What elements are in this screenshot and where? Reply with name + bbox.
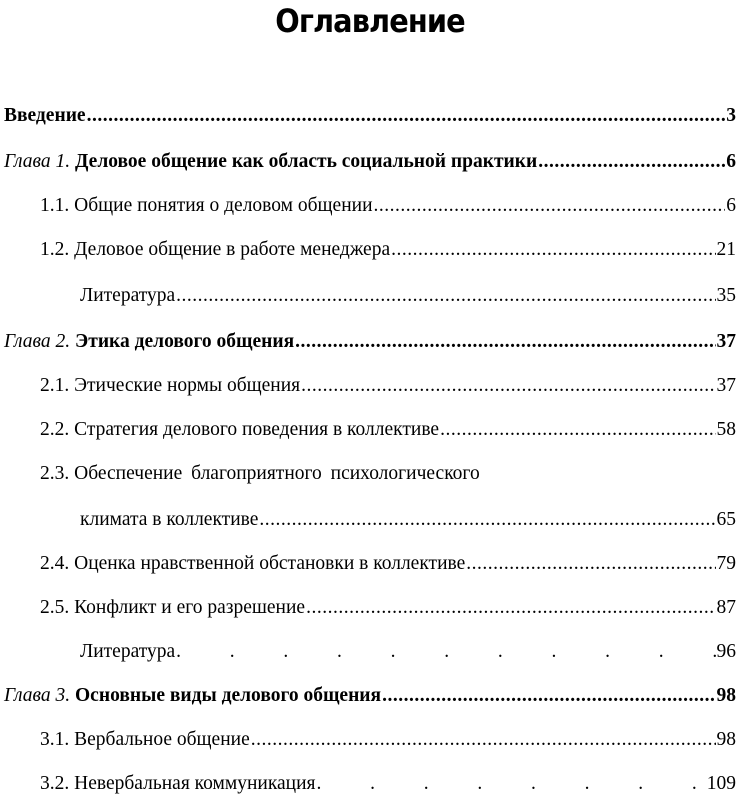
toc-chapter-number: Глава 1.	[4, 151, 71, 172]
toc-leader-dots	[301, 372, 715, 400]
toc-section-number: 3.1.	[40, 729, 70, 750]
toc-entry-page: 109	[706, 773, 736, 794]
toc-entry-2-4	[40, 550, 736, 578]
toc-entry-page: 35	[716, 285, 736, 306]
toc-leader-dots	[440, 416, 715, 444]
toc-entry-label-continued: климата в коллективе	[80, 509, 259, 530]
toc-entry-page: 37	[716, 331, 736, 352]
toc-entry-page: 58	[716, 419, 736, 440]
toc-entry-literature-1	[80, 282, 736, 310]
toc-leader-dots	[251, 726, 716, 754]
toc-entry-label: Деловое общение как область социальной практики	[75, 151, 538, 172]
toc-leader-dots	[317, 770, 706, 798]
toc-entry-label: Невербальная коммуникация	[74, 773, 316, 794]
toc-entry-label: Стратегия делового поведения в коллективе	[74, 419, 440, 440]
toc-section-number: 2.4.	[40, 553, 70, 574]
toc-entry-page: 79	[716, 553, 736, 574]
toc-entry-page: 37	[716, 375, 736, 396]
toc-entry-literature-2	[80, 638, 736, 666]
page-title: Оглавление	[275, 2, 465, 40]
toc-entry-page: 3	[726, 105, 736, 126]
toc-leader-dots	[466, 550, 715, 578]
toc-entry-label: Общие понятия о деловом общении	[74, 195, 373, 216]
toc-entry-label: Этика делового общения	[75, 331, 295, 352]
toc-entry-1-2	[40, 236, 736, 264]
toc-leader-dots	[295, 328, 715, 356]
toc-entry-page: 6	[726, 195, 736, 216]
toc-leader-dots	[374, 192, 726, 220]
toc-section-number: 2.1.	[40, 375, 70, 396]
toc-section-number: 3.2.	[40, 773, 70, 794]
toc-entry-label: Обеспечение благоприятного психологического	[74, 463, 480, 484]
toc-entry-page: 65	[716, 509, 736, 530]
toc-section-number: 1.1.	[40, 195, 70, 216]
toc-leader-dots	[382, 682, 715, 710]
toc-leader-dots	[391, 236, 715, 264]
toc-entry-2-3-continued	[80, 506, 736, 534]
toc-entry-page: 21	[716, 239, 736, 260]
toc-section-number: 2.2.	[40, 419, 70, 440]
toc-entry-page: 87	[716, 597, 736, 618]
toc-section-number: 2.5.	[40, 597, 70, 618]
toc-entry-page: 6	[726, 151, 736, 172]
toc-entry-label: Этические нормы общения	[74, 375, 301, 396]
toc-chapter-number: Глава 2.	[4, 331, 71, 352]
toc-entry-label: Конфликт и его разрешение	[74, 597, 306, 618]
toc-entry-page: 96	[716, 641, 736, 662]
toc-entry-2-2	[40, 416, 736, 444]
toc-entry-label: Введение	[4, 105, 86, 126]
toc-entry-chapter-2	[4, 328, 736, 356]
toc-entry-2-1	[40, 372, 736, 400]
toc-entry-label: Литература	[80, 641, 176, 662]
toc-leader-dots	[538, 148, 725, 176]
toc-entry-introduction	[4, 102, 736, 130]
toc-leader-dots	[259, 506, 715, 534]
toc-entry-label: Оценка нравственной обстановки в коллективе	[74, 553, 466, 574]
toc-entry-label: Вербальное общение	[74, 729, 250, 750]
toc-entry-2-5	[40, 594, 736, 622]
toc-entry-3-1	[40, 726, 736, 754]
toc-entry-label: Деловое общение в работе менеджера	[74, 239, 391, 260]
toc-entry-2-3	[40, 460, 736, 488]
toc-section-number: 2.3.	[40, 463, 70, 484]
toc-section-number: 1.2.	[40, 239, 70, 260]
toc-leader-dots	[87, 102, 726, 130]
toc-entry-chapter-1	[4, 148, 736, 176]
toc-entry-page: 98	[716, 685, 736, 706]
toc-entry-label: Основные виды делового общения	[75, 685, 382, 706]
toc-entry-chapter-3	[4, 682, 736, 710]
toc-leader-dots	[176, 638, 715, 666]
toc-entry-label: Литература	[80, 285, 176, 306]
toc-entry-page: 98	[716, 729, 736, 750]
toc-entry-3-2	[40, 770, 736, 798]
toc-leader-dots	[176, 282, 715, 310]
toc-leader-dots	[306, 594, 715, 622]
toc-entry-1-1	[40, 192, 736, 220]
toc-chapter-number: Глава 3.	[4, 685, 71, 706]
